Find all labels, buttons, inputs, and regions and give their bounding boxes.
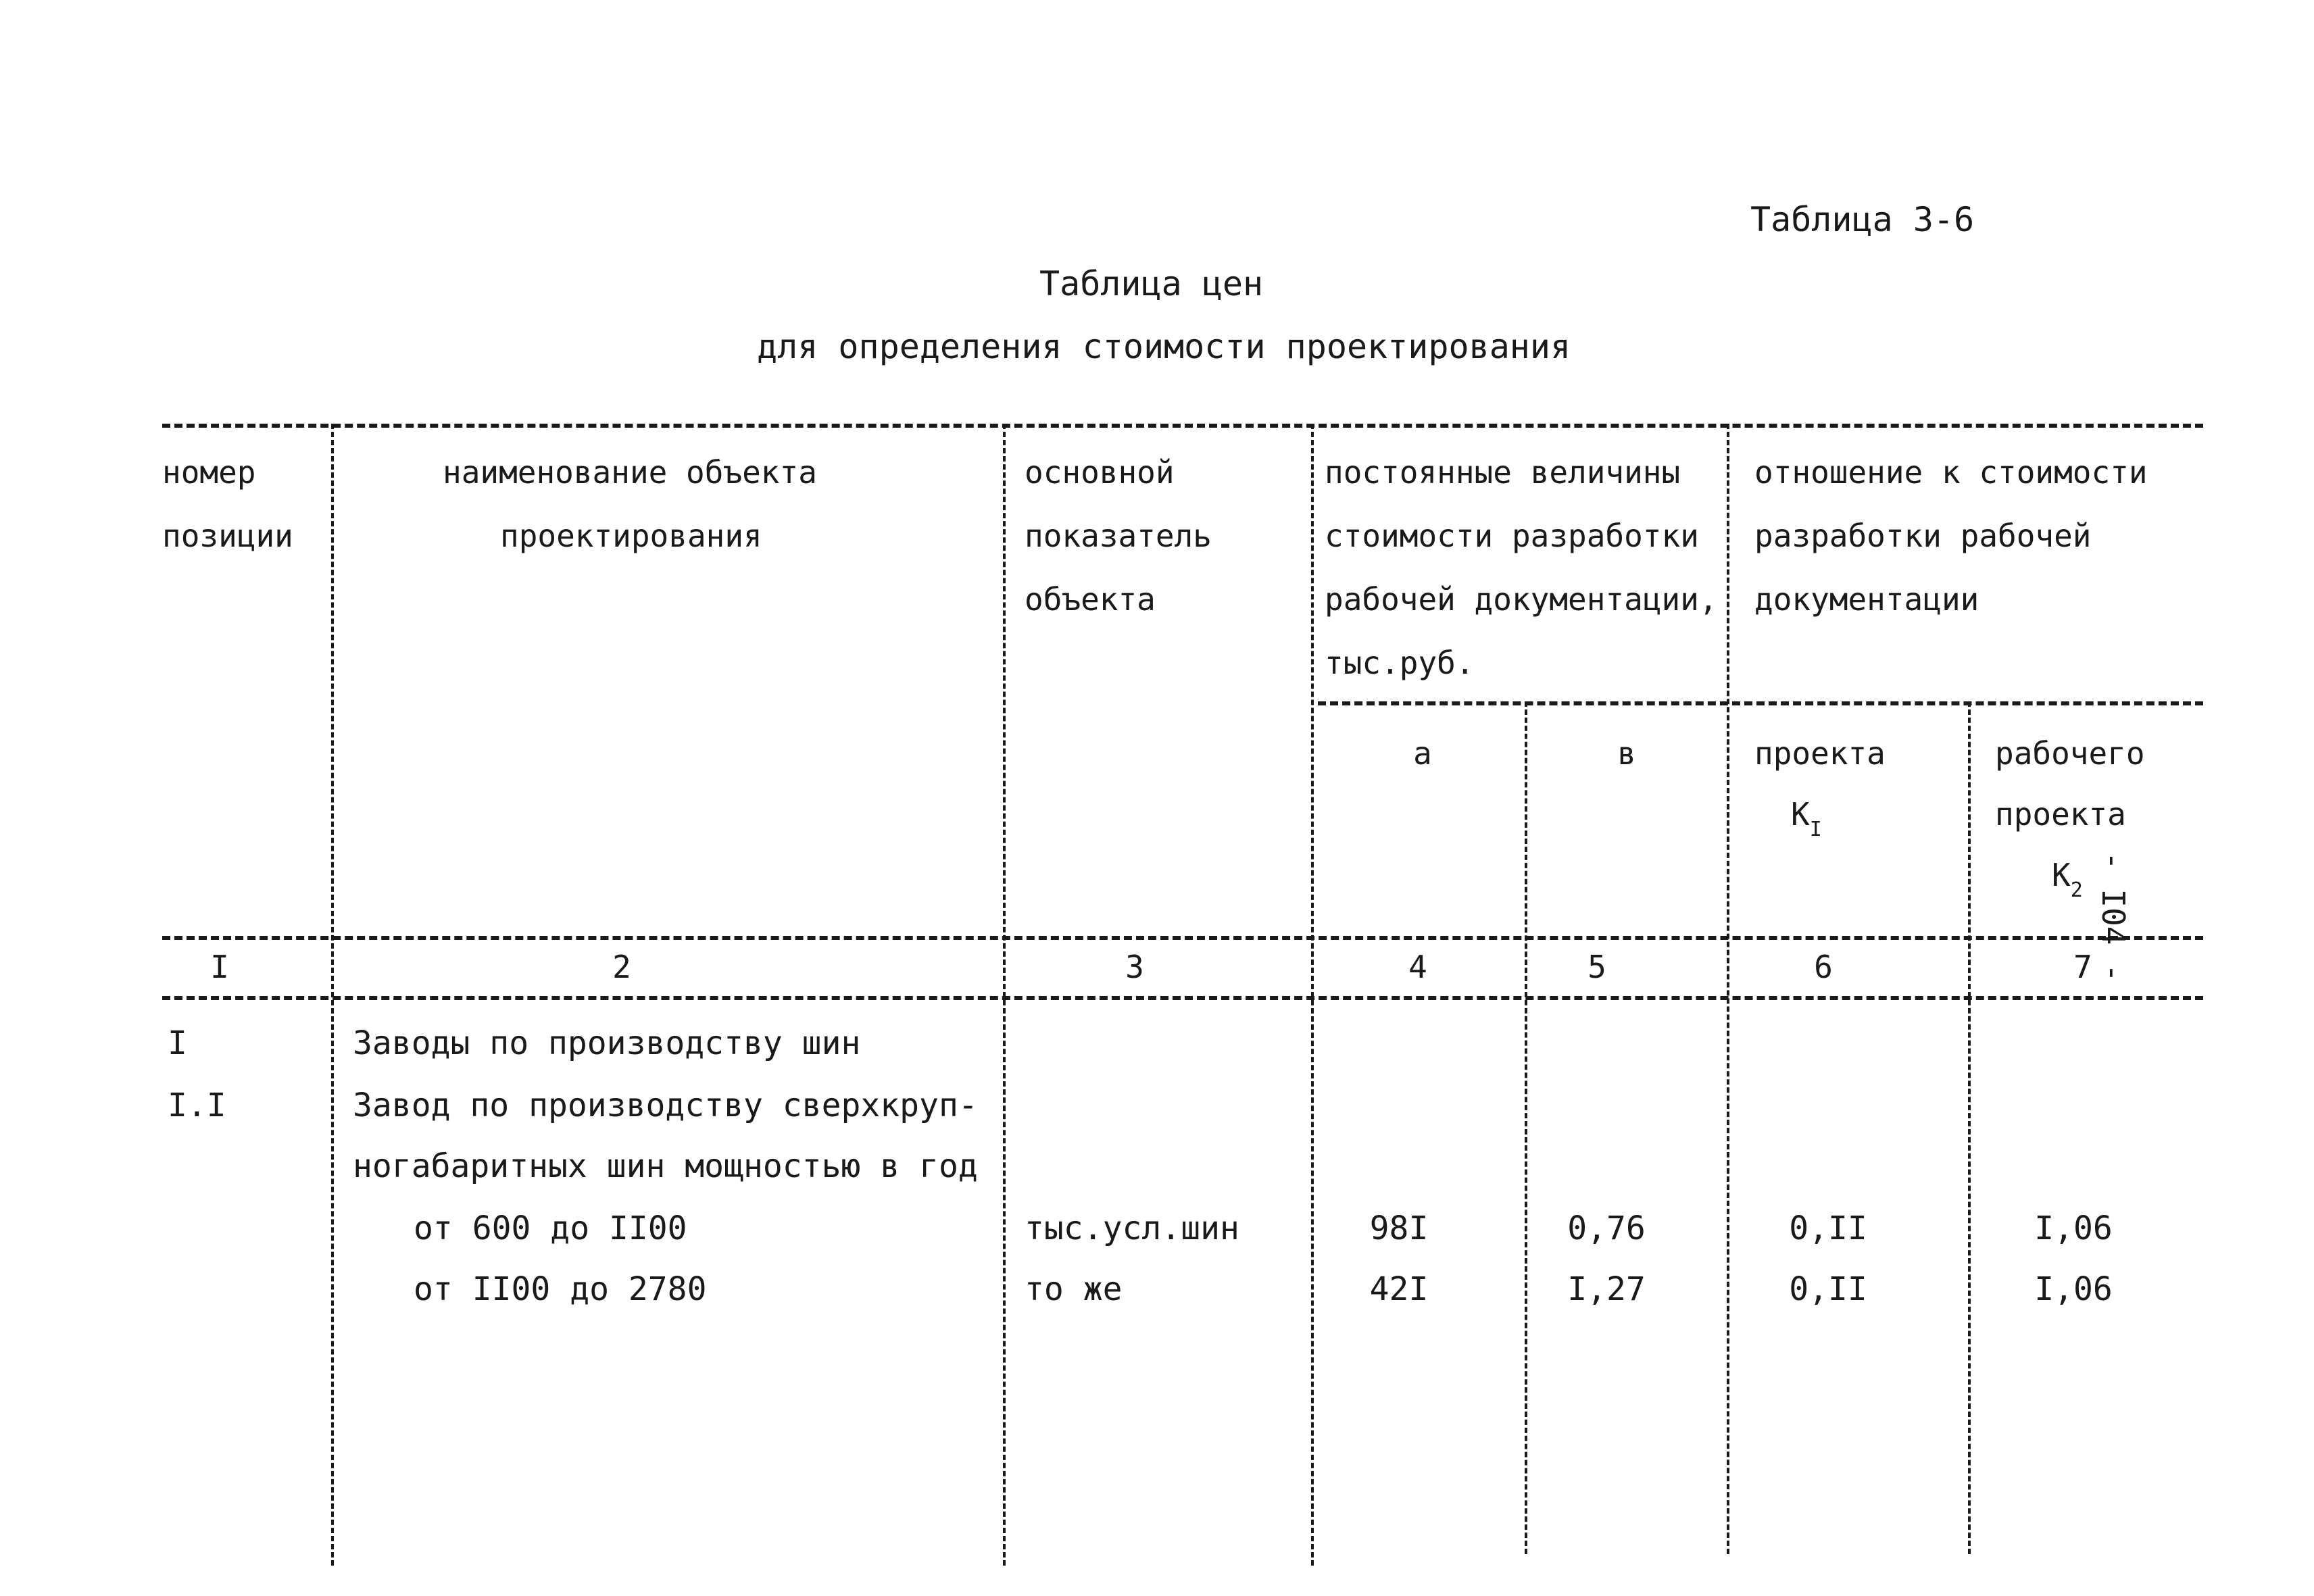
row4-b: I,27 — [1567, 1270, 1646, 1308]
rule-colnum-bottom — [162, 996, 2203, 1000]
rule-colnum-top — [162, 936, 2203, 940]
header-col7-line1: рабочего — [1995, 735, 2145, 772]
row3-indicator: тыс.усл.шин — [1025, 1210, 1239, 1247]
header-col5: в — [1617, 735, 1636, 772]
header-col45-line1: постоянные величины — [1325, 454, 1681, 491]
header-col7-symbol: К — [2052, 857, 2071, 893]
header-col1-line2: позиции — [162, 518, 293, 554]
colnum-2: 2 — [612, 949, 631, 985]
header-col45-line4: тыс.руб. — [1325, 645, 1475, 681]
row1-pos: I — [168, 1024, 187, 1062]
header-col7-index: 2 — [2070, 878, 2083, 902]
colnum-3: 3 — [1125, 949, 1144, 985]
header-col67-line2: разработки рабочей — [1754, 518, 2092, 554]
header-col2-line1: наименование объекта — [443, 454, 817, 491]
header-col6-symbol: К — [1791, 796, 1810, 832]
header-col4: а — [1413, 735, 1432, 772]
header-col6-index: I — [1809, 818, 1822, 841]
rule-col-6 — [1968, 701, 1971, 1554]
row4-a: 42I — [1369, 1270, 1429, 1308]
table-title: Таблица цен — [1039, 264, 1264, 303]
rule-col-5 — [1727, 424, 1729, 1554]
header-col67-line1: отношение к стоимости — [1754, 454, 2148, 491]
colnum-1: I — [210, 949, 229, 985]
header-col6-k — [1791, 796, 1822, 841]
header-col7-k — [2052, 857, 2083, 902]
row3-name: от 600 до II00 — [414, 1210, 687, 1247]
row3-a: 98I — [1369, 1210, 1429, 1247]
header-col3-line1: основной — [1025, 454, 1175, 491]
header-col67-line3: документации — [1754, 581, 1979, 618]
row4-k1: 0,II — [1789, 1270, 1867, 1308]
row3-k2: I,06 — [2034, 1210, 2113, 1247]
colnum-6: 6 — [1814, 949, 1833, 985]
row2-name-line1: Завод по производству сверхкруп- — [353, 1087, 978, 1124]
row4-name: от II00 до 2780 — [414, 1270, 707, 1308]
row2-pos: I.I — [168, 1087, 226, 1124]
row4-k2: I,06 — [2034, 1270, 2113, 1308]
rule-col-2 — [1003, 424, 1006, 1566]
header-col7-line2: проекта — [1995, 796, 2126, 832]
table-number: Таблица 3-6 — [1750, 200, 1975, 239]
rule-col-4 — [1525, 701, 1527, 1554]
colnum-4: 4 — [1408, 949, 1427, 985]
rule-top — [162, 424, 2203, 428]
header-col45-line3: рабочей документации, — [1325, 581, 1718, 618]
colnum-5: 5 — [1587, 949, 1606, 985]
colnum-7: 7 — [2073, 949, 2092, 985]
header-col1-line1: номер — [162, 454, 256, 491]
row2-name-line2: ногабаритных шин мощностью в год — [353, 1147, 978, 1185]
row3-b: 0,76 — [1567, 1210, 1646, 1247]
header-col45-line2: стоимости разработки — [1325, 518, 1699, 554]
header-col3-line2: показатель — [1025, 518, 1212, 554]
table-subtitle: для определения стоимости проектирования — [757, 327, 1571, 366]
rule-col-3 — [1311, 424, 1314, 1566]
header-col2-line2: проектирования — [500, 518, 762, 554]
header-col3-line3: объекта — [1025, 581, 1156, 618]
rule-col-1 — [331, 424, 334, 1566]
rule-subheader — [1318, 701, 2203, 705]
row3-k1: 0,II — [1789, 1210, 1867, 1247]
row4-indicator: то же — [1025, 1270, 1123, 1308]
row1-name: Заводы по производству шин — [353, 1024, 861, 1062]
header-col6-line1: проекта — [1754, 735, 1886, 772]
page-marker: - I04 - — [2095, 851, 2132, 982]
